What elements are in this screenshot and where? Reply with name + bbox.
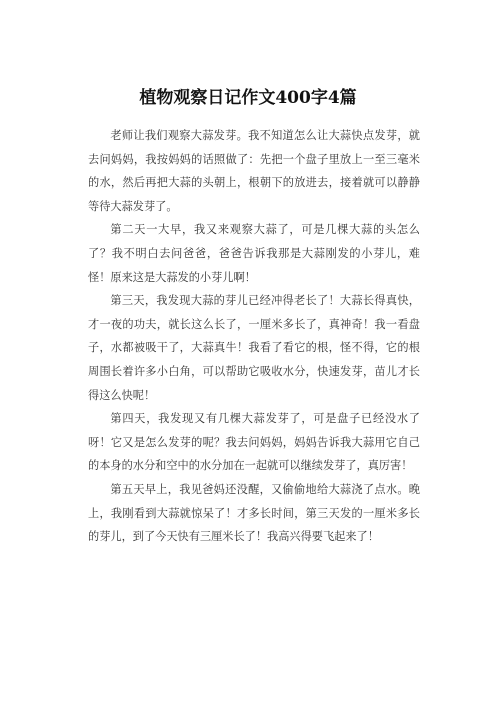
paragraph-5: 第五天早上，我见爸妈还没醒，又偷偷地给大蒜浇了点水。晚上，我刚看到大蒜就惊呆了！才多长时间，第三天发的一厘米多长的芽儿，到了今天快有三厘米长了！我高兴得要飞起来了！ [88,482,420,544]
document-body [88,124,420,549]
paragraph-2: 第二天一大早，我又来观察大蒜了，可是几棵大蒜的头怎么了？我不明白去问爸爸，爸爸告诉我那是大蒜刚发的小芽儿，难怪！原来这是大蒜发的小芽儿啊！ [88,223,420,284]
document-title: 植物观察日记作文400字4篇 [139,88,357,108]
paragraph-3: 第三天，我发现大蒜的芽儿已经冲得老长了！大蒜长得真快，才一夜的功夫，就长这么长了，一厘米多长了，真神奇！我一看盘子，水都被吸干了，大蒜真牛！我看了看它的根，怪不得，它的根周围长着许多小白角，可以帮助它吸收水分，快速发芽，苗儿才长得这么快呢！ [88,294,420,402]
paragraph-1: 老师让我们观察大蒜发芽。我不知道怎么让大蒜快点发芽，就去问妈妈，我按妈妈的话照做了：先把一个盘子里放上一至三毫米的水，然后再把大蒜的头朝上，根朝下的放进去，接着就可以静静等待大蒜发芽了。 [88,129,420,213]
paragraph-4: 第四天，我发现又有几棵大蒜发芽了，可是盘子已经没水了呀！它又是怎么发芽的呢？我去问妈妈，妈妈告诉我大蒜用它自己的本身的水分和空中的水分加在一起就可以继续发芽了，真厉害！ [88,412,420,473]
